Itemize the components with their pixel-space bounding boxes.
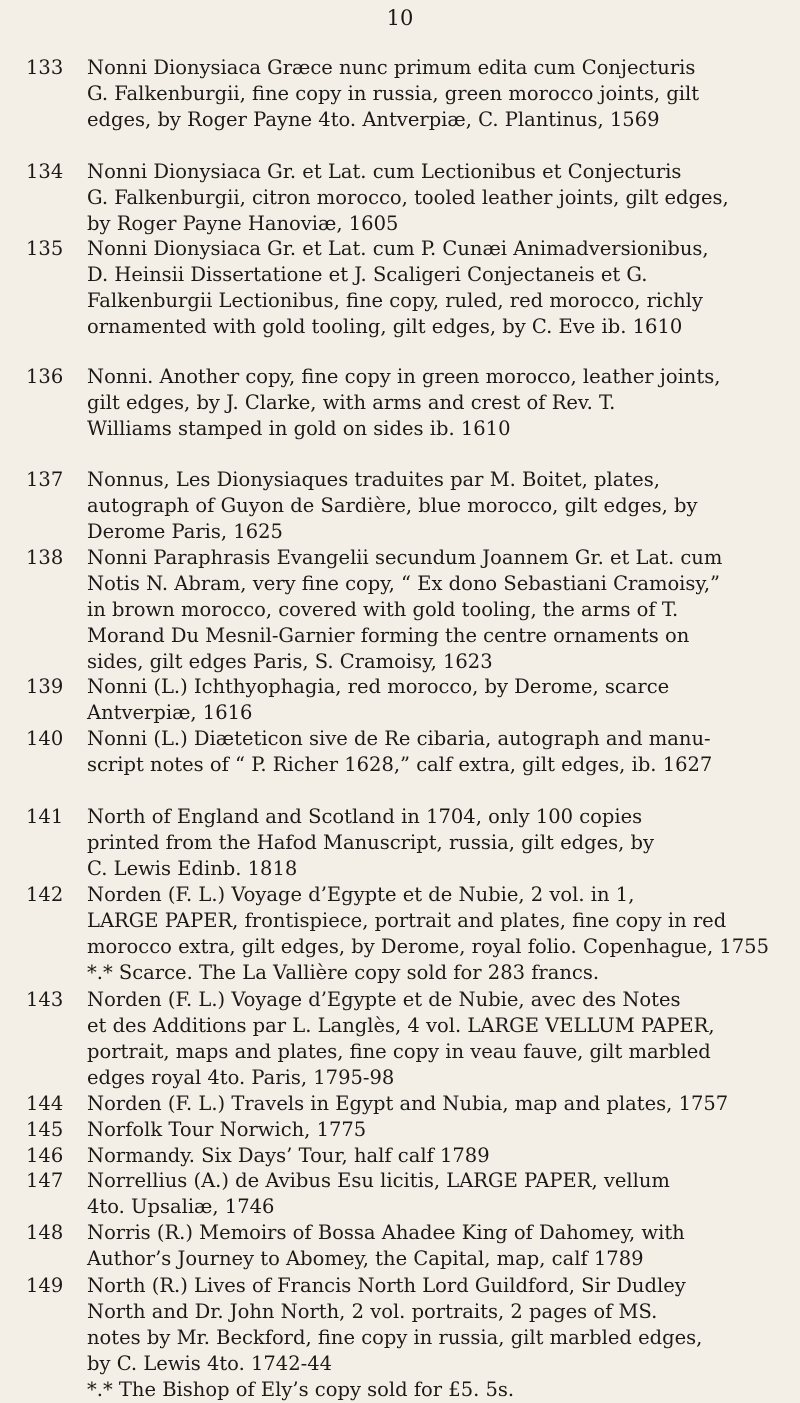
entry-text-line: notes by Mr. Beckford, fine copy in russia, gilt marbled edges, — [87, 1326, 703, 1349]
entry-text-line: Derome Paris, 1625 — [87, 520, 283, 543]
entry-text-line: Antverpiæ, 1616 — [87, 701, 253, 724]
entry-text-line: Nonnus, Les Dionysiaques traduites par M. Boitet, plates, — [87, 468, 660, 491]
entry-text-line: Nonni Paraphrasis Evangelii secundum Joannem Gr. et Lat. cum — [87, 546, 723, 569]
entry-text-line: Author’s Journey to Abomey, the Capital, map, calf 1789 — [87, 1247, 644, 1270]
lot-number: 142 — [26, 883, 64, 906]
lot-number: 138 — [26, 546, 64, 569]
entry-text-line: G. Falkenburgii, fine copy in russia, green morocco joints, gilt — [87, 82, 700, 105]
entry-text-line: gilt edges, by J. Clarke, with arms and crest of Rev. T. — [87, 391, 616, 414]
lot-number: 135 — [26, 237, 64, 260]
entry-text-line: Notis N. Abram, very fine copy, “ Ex dono Sebastiani Cramoisy,” — [87, 572, 721, 595]
entry-text-line: by C. Lewis 4to. 1742-44 — [87, 1352, 333, 1375]
entry-text-line: script notes of “ P. Richer 1628,” calf extra, gilt edges, ib. 1627 — [87, 753, 713, 776]
lot-number: 146 — [26, 1144, 64, 1167]
entry-text-line: et des Additions par L. Langlès, 4 vol. LARGE VELLUM PAPER, — [87, 1014, 715, 1037]
entry-text-line: North (R.) Lives of Francis North Lord Guildford, Sir Dudley — [87, 1274, 686, 1297]
lot-number: 141 — [26, 805, 64, 828]
entry-text-line: edges, by Roger Payne 4to. Antverpiæ, C. Plantinus, 1569 — [87, 108, 660, 131]
entry-text-line: 4to. Upsaliæ, 1746 — [87, 1195, 275, 1218]
lot-number: 139 — [26, 675, 64, 698]
entry-text-line: Norfolk Tour Norwich, 1775 — [87, 1118, 367, 1141]
lot-number: 133 — [26, 56, 64, 79]
entry-text-line: Falkenburgii Lectionibus, fine copy, ruled, red morocco, richly — [87, 289, 703, 312]
lot-number: 134 — [26, 160, 64, 183]
entry-text-line: portrait, maps and plates, fine copy in veau fauve, gilt marbled — [87, 1040, 711, 1063]
lot-number: 144 — [26, 1092, 64, 1115]
entry-text-line: Nonni Dionysiaca Gr. et Lat. cum Lectionibus et Conjecturis — [87, 160, 682, 183]
entry-text-line: edges royal 4to. Paris, 1795-98 — [87, 1066, 395, 1089]
entry-text-line: D. Heinsii Dissertatione et J. Scaligeri Conjectaneis et G. — [87, 263, 648, 286]
entry-text-line: Norden (F. L.) Voyage d’Egypte et de Nubie, 2 vol. in 1, — [87, 883, 635, 906]
page-number: 10 — [386, 6, 414, 30]
entry-text-line: *.* Scarce. The La Vallière copy sold for 283 francs. — [87, 961, 600, 984]
lot-number: 136 — [26, 365, 64, 388]
entry-text-line: Morand Du Mesnil-Garnier forming the centre ornaments on — [87, 624, 690, 647]
entry-text-line: Norris (R.) Memoirs of Bossa Ahadee King of Dahomey, with — [87, 1221, 685, 1244]
lot-number: 147 — [26, 1169, 64, 1192]
entry-text-line: G. Falkenburgii, citron morocco, tooled leather joints, gilt edges, — [87, 186, 729, 209]
lot-number: 148 — [26, 1221, 64, 1244]
entry-text-line: Nonni Dionysiaca Gr. et Lat. cum P. Cunæi Animadversionibus, — [87, 237, 709, 260]
entry-text-line: Norden (F. L.) Travels in Egypt and Nubia, map and plates, 1757 — [87, 1092, 729, 1115]
entry-text-line: Nonni (L.) Diæteticon sive de Re cibaria, autograph and manu- — [87, 727, 711, 750]
entry-text-line: sides, gilt edges Paris, S. Cramoisy, 1623 — [87, 650, 493, 673]
entry-text-line: Nonni (L.) Ichthyophagia, red morocco, by Derome, scarce — [87, 675, 670, 698]
entry-text-line: North of England and Scotland in 1704, only 100 copies — [87, 805, 643, 828]
entry-text-line: Normandy. Six Days’ Tour, half calf 1789 — [87, 1144, 490, 1167]
lot-number: 137 — [26, 468, 64, 491]
entry-text-line: ornamented with gold tooling, gilt edges, by C. Eve ib. 1610 — [87, 315, 683, 338]
entry-text-line: Norrellius (A.) de Avibus Esu licitis, LARGE PAPER, vellum — [87, 1169, 670, 1192]
entry-text-line: *.* The Bishop of Ely’s copy sold for £5. 5s. — [87, 1378, 515, 1401]
entry-text-line: C. Lewis Edinb. 1818 — [87, 857, 298, 880]
lot-number: 140 — [26, 727, 64, 750]
entry-text-line: autograph of Guyon de Sardière, blue morocco, gilt edges, by — [87, 494, 698, 517]
entry-text-line: LARGE PAPER, frontispiece, portrait and plates, fine copy in red — [87, 909, 727, 932]
entry-text-line: printed from the Hafod Manuscript, russia, gilt edges, by — [87, 831, 655, 854]
entry-text-line: Norden (F. L.) Voyage d’Egypte et de Nubie, avec des Notes — [87, 988, 681, 1011]
lot-number: 143 — [26, 988, 64, 1011]
entry-text-line: morocco extra, gilt edges, by Derome, royal folio. Copenhague, 1755 — [87, 935, 769, 958]
lot-number: 145 — [26, 1118, 64, 1141]
entry-text-line: North and Dr. John North, 2 vol. portraits, 2 pages of MS. — [87, 1300, 658, 1323]
lot-number: 149 — [26, 1274, 64, 1297]
entry-text-line: in brown morocco, covered with gold tooling, the arms of T. — [87, 598, 679, 621]
entry-text-line: Nonni Dionysiaca Græce nunc primum edita cum Conjecturis — [87, 56, 696, 79]
entry-text-line: Williams stamped in gold on sides ib. 1610 — [87, 417, 511, 440]
entry-text-line: Nonni. Another copy, fine copy in green morocco, leather joints, — [87, 365, 721, 388]
entry-text-line: by Roger Payne Hanoviæ, 1605 — [87, 212, 399, 235]
